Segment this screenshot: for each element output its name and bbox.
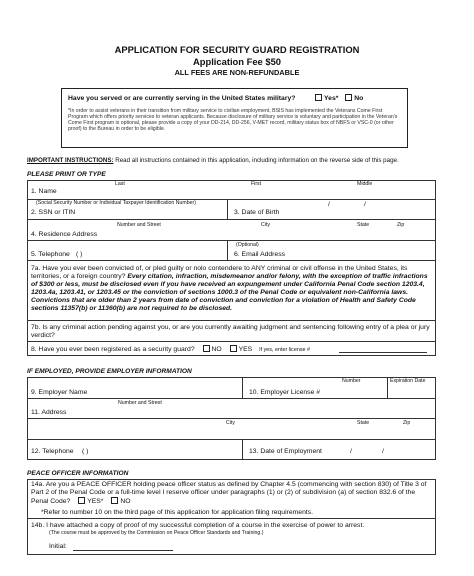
- q14a-question: 14a. Are you a PEACE OFFICER holding peace officer status as defined by Chapter 4.5 (commencing with section 830) of Title 3 of Part 2 of the Penal Code or a full-time level I reserve officer under paragraphs (1) or (2) of subdivision (a) of section 832.6 of the Penal Code?: [31, 481, 427, 505]
- emp-col-state: State: [357, 420, 370, 426]
- emp-col-zip: Zip: [403, 420, 411, 426]
- employer-name-label[interactable]: 9. Employer Name: [31, 389, 88, 396]
- date-employment-label[interactable]: 13. Date of Employment: [249, 448, 322, 455]
- q14a-note: *Refer to number 10 on the third page of this application for application filing requirements.: [41, 509, 314, 516]
- fees-non-refundable: ALL FEES ARE NON-REFUNDABLE: [174, 68, 300, 77]
- section-peace-officer: PEACE OFFICER INFORMATION: [27, 470, 129, 477]
- initial-label: Initial:: [49, 543, 67, 550]
- email-label[interactable]: 6. Email Address: [234, 251, 285, 258]
- instructions-text: Read all instructions contained in this application, including information on the reverse side of this page.: [115, 157, 399, 164]
- military-box: [61, 88, 408, 148]
- q14a-yes-checkbox[interactable]: [78, 497, 85, 504]
- instructions-label: IMPORTANT INSTRUCTIONS:: [27, 157, 114, 164]
- initial-line[interactable]: [73, 550, 173, 551]
- row-employer-address[interactable]: [27, 399, 436, 419]
- employer-telephone-label[interactable]: 12. Telephone: [31, 448, 74, 455]
- col-first: First: [251, 181, 262, 187]
- q8-license-line[interactable]: [339, 352, 427, 353]
- section-employer: IF EMPLOYED, PROVIDE EMPLOYER INFORMATION: [27, 368, 192, 375]
- divider: [242, 377, 243, 398]
- military-no-checkbox[interactable]: [345, 94, 352, 101]
- military-question: Have you served or are currently serving in the United States military?: [68, 95, 296, 102]
- q8-yes-checkbox[interactable]: [230, 345, 237, 352]
- name-label: 1. Name: [31, 188, 57, 195]
- divider: [242, 440, 243, 459]
- military-options: [313, 94, 363, 103]
- emp-col-city: City: [226, 420, 235, 426]
- row-employer-name: [27, 377, 436, 399]
- divider: [227, 241, 228, 260]
- telephone-label[interactable]: 5. Telephone: [31, 251, 70, 258]
- q8-license-prompt: If yes, enter license #: [259, 347, 311, 353]
- col-city: City: [261, 222, 270, 228]
- row-ssn-dob: [27, 200, 436, 220]
- col-number-street: Number and Street: [117, 222, 161, 228]
- employer-address-label: 11. Address: [31, 409, 67, 416]
- row-q14b: [27, 519, 436, 555]
- dob-label[interactable]: 3. Date of Birth: [234, 209, 280, 216]
- col-state: State: [357, 222, 370, 228]
- military-yes-label: Yes*: [324, 95, 339, 102]
- dob-slash-2: /: [364, 201, 366, 208]
- row-q14a: [27, 479, 436, 519]
- q14b-text: 14b. I have attached a copy of proof of my successful completion of a course in the exercise of power to arrest.: [31, 522, 365, 529]
- q7b-text: 7b. Is any criminal action pending against you, or are you currently awaiting judgment and sentencing following entry of a plea or jury verdict?: [31, 324, 430, 339]
- q7a-question: 7a. Have you ever been convicted of, or pled guilty or nolo contendere to ANY criminal or civil offense in the United States, its territories, or a foreign country?: [31, 265, 408, 280]
- q8-yes-label: YES: [238, 346, 253, 353]
- q8-question: 8. Have you ever been registered as a security guard?: [31, 346, 195, 353]
- residence-label: 4. Residence Address: [31, 231, 98, 238]
- ssn-label[interactable]: 2. SSN or ITIN: [31, 209, 76, 216]
- q8-text: [31, 345, 310, 354]
- col-zip: Zip: [397, 222, 405, 228]
- date-slash-2: /: [382, 448, 384, 455]
- q14a-yes-label: YES*: [87, 498, 104, 505]
- row-name[interactable]: [27, 180, 436, 200]
- divider: [227, 200, 228, 219]
- row-employer-city[interactable]: [27, 419, 436, 440]
- col-middle: Middle: [357, 181, 373, 187]
- emp-col-number-street: Number and Street: [118, 400, 162, 406]
- row-q7b: [27, 321, 436, 342]
- col-last: Last: [115, 181, 125, 187]
- q14b-sub: (The course must be approved by the Commission on Peace Officer Standards and Training.): [49, 530, 264, 536]
- row-q7a: [27, 261, 436, 321]
- row-residence[interactable]: [27, 220, 436, 241]
- section-print-or-type: PLEASE PRINT OR TYPE: [27, 171, 106, 178]
- application-fee: Application Fee $50: [192, 56, 282, 67]
- col-number: Number: [342, 378, 361, 384]
- col-expiration: Expiration Date: [390, 378, 426, 384]
- employer-telephone-parens: ( ): [82, 448, 89, 455]
- q8-no-label: NO: [211, 346, 222, 353]
- divider: [387, 377, 388, 398]
- q8-no-checkbox[interactable]: [203, 345, 210, 352]
- telephone-parens: ( ): [76, 251, 83, 258]
- form-title: APPLICATION FOR SECURITY GUARD REGISTRATION: [114, 44, 360, 55]
- ssn-hint: (Social Security Number or Individual Taxpayer Identification Number): [36, 200, 196, 206]
- q14a-no-label: NO: [120, 498, 131, 505]
- q7a-text: [31, 265, 431, 313]
- q14a-no-checkbox[interactable]: [111, 497, 118, 504]
- q7a-italic: Every citation, infraction, misdemeanor and/or felony, with the exception of traffic infractions of $300 or less, must be disclosed even if you have received an expungement under California Penal Code section 1203.4, 1203.4a, 1203.41, or 1203.45 or the conviction of sections 1000.3 of the Penal Code or equivalent non-California laws. Convictions that are older than 2 years from date of conviction and conviction for a violation of Health and Safety Code sections 11357(b) or 11360(b) are not required to be disclosed.: [31, 273, 428, 312]
- row-employer-telephone: [27, 440, 436, 460]
- employer-license-label[interactable]: 10. Employer License #: [249, 389, 321, 396]
- row-telephone-email: [27, 241, 436, 261]
- q14a-text: [31, 481, 431, 506]
- dob-slash-1: /: [328, 201, 330, 208]
- email-optional: (Optional): [236, 242, 259, 248]
- date-slash-1: /: [350, 448, 352, 455]
- military-note: *In order to assist veterans in their transition from military service to civilian employment, BSIS has implemented the Veterans Come First Program which offers priority services to veteran applicants. Because disclosure of military service is voluntary and participation in the Veteran's Come First program is optional, please provide a copy of your DD-214, DD-256, V-MET record, military status box of NBFS or VSC-0 (or other proof) to the Bureau in order to be eligible.: [68, 108, 398, 132]
- row-q8: [27, 342, 436, 356]
- military-no-label: No: [354, 95, 364, 102]
- military-yes-checkbox[interactable]: [315, 94, 322, 101]
- important-instructions: [27, 157, 447, 164]
